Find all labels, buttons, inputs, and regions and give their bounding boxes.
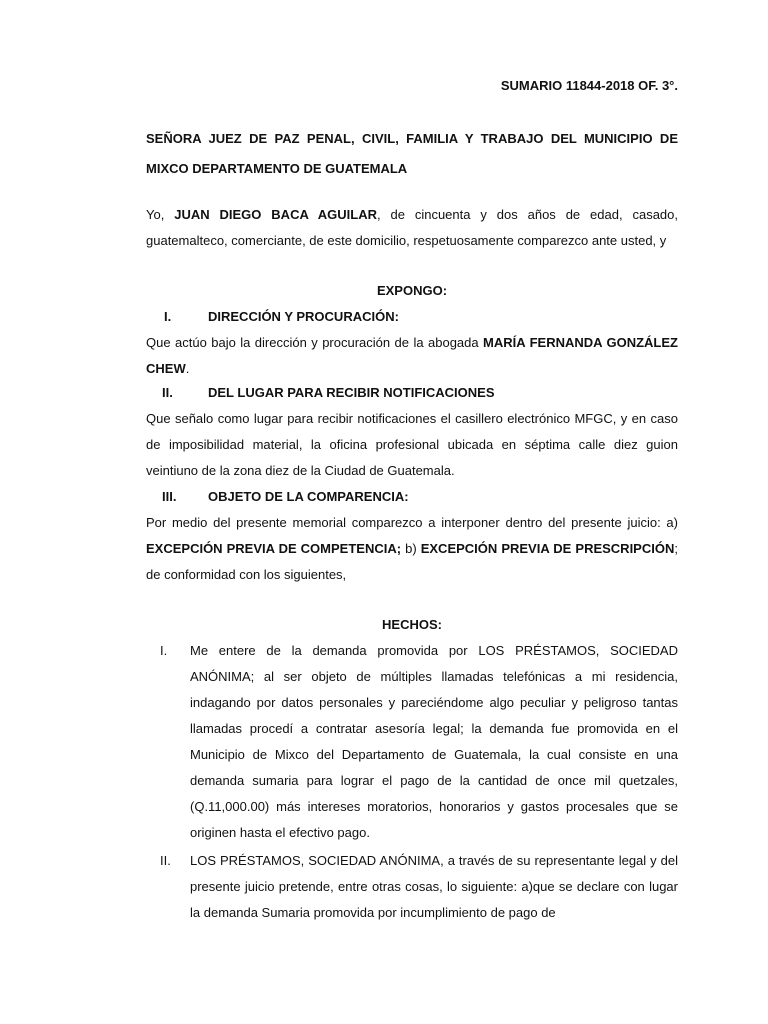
section-number: I. (164, 309, 172, 324)
section-text-c: ; de conformidad con los siguientes, (146, 541, 678, 582)
hechos-heading: HECHOS: (382, 617, 442, 632)
lawyer-name: MARÍA FERNANDA GONZÁLEZ CHEW (146, 335, 678, 376)
section-text-post: . (185, 361, 190, 376)
exception-prescription: EXCEPCIÓN PREVIA DE PRESCRIPCIÓN (420, 541, 675, 556)
fact-item-2 (146, 848, 678, 926)
fact-text: LOS PRÉSTAMOS, SOCIEDAD ANÓNIMA, a través de su representante legal y del presente juicio pretende, entre otras cosas, lo siguiente: a)que se declare con lugar la demanda Sumaria promovida por incumplimiento de pago de (190, 853, 678, 920)
section-title: DIRECCIÓN Y PROCURACIÓN: (208, 309, 399, 324)
section-title: DEL LUGAR PARA RECIBIR NOTIFICACIONES (208, 385, 495, 400)
section-text-pre: Que actúo bajo la dirección y procuración de la abogada (146, 335, 484, 350)
intro-paragraph (146, 202, 678, 254)
intro-post: , de cincuenta y dos años de edad, casado, guatemalteco, comerciante, de este domicilio, respetuosamente comparezco ante usted, y (146, 207, 678, 248)
fact-number: II. (160, 853, 171, 868)
fact-item-1 (146, 638, 678, 846)
intro-pre: Yo, (146, 207, 175, 222)
section-heading-1 (146, 304, 678, 330)
section-text-a: Por medio del presente memorial comparezco a interponer dentro del presente juicio: a) (146, 515, 678, 530)
section-heading-2 (146, 380, 678, 406)
facts-list (146, 638, 678, 926)
addressee: SEÑORA JUEZ DE PAZ PENAL, CIVIL, FAMILIA Y TRABAJO DEL MUNICIPIO DE MIXCO DEPARTAMENTO DE GUATEMALA (146, 131, 678, 176)
exception-competence: EXCEPCIÓN PREVIA DE COMPETENCIA; (146, 541, 402, 556)
section-heading-3 (146, 484, 678, 510)
section-number: II. (162, 385, 173, 400)
section-number: III. (162, 489, 177, 504)
section-title: OBJETO DE LA COMPARENCIA: (208, 489, 409, 504)
section-text-2: Que señalo como lugar para recibir notificaciones el casillero electrónico MFGC, y en caso de imposibilidad material, la oficina profesional ubicada en séptima calle diez guion veintiuno de la zona diez de la Ciudad de Guatemala. (146, 411, 678, 478)
appearing-party-name: JUAN DIEGO BACA AGUILAR (174, 207, 377, 222)
expongo-heading: EXPONGO: (376, 283, 448, 298)
section-text-1 (146, 330, 678, 382)
section-text-b: b) (401, 541, 421, 556)
section-text-3 (146, 510, 678, 588)
case-reference: SUMARIO 11844-2018 OF. 3°. (500, 78, 678, 93)
fact-number: I. (160, 643, 168, 658)
fact-text: Me entere de la demanda promovida por LOS PRÉSTAMOS, SOCIEDAD ANÓNIMA; al ser objeto de múltiples llamadas telefónicas a mi residencia, indagando por datos personales y pareciéndome algo peculiar y peligroso tantas llamadas procedí a contratar asesoría legal; la demanda fue promovida en el Municipio de Mixco del Departamento de Guatemala, la cual consiste en una demanda sumaria para lograr el pago de la cantidad de once mil quetzales, (Q.11,000.00) más intereses moratorios, honorarios y gastos procesales que se originen hasta el efectivo pago. (190, 643, 678, 840)
